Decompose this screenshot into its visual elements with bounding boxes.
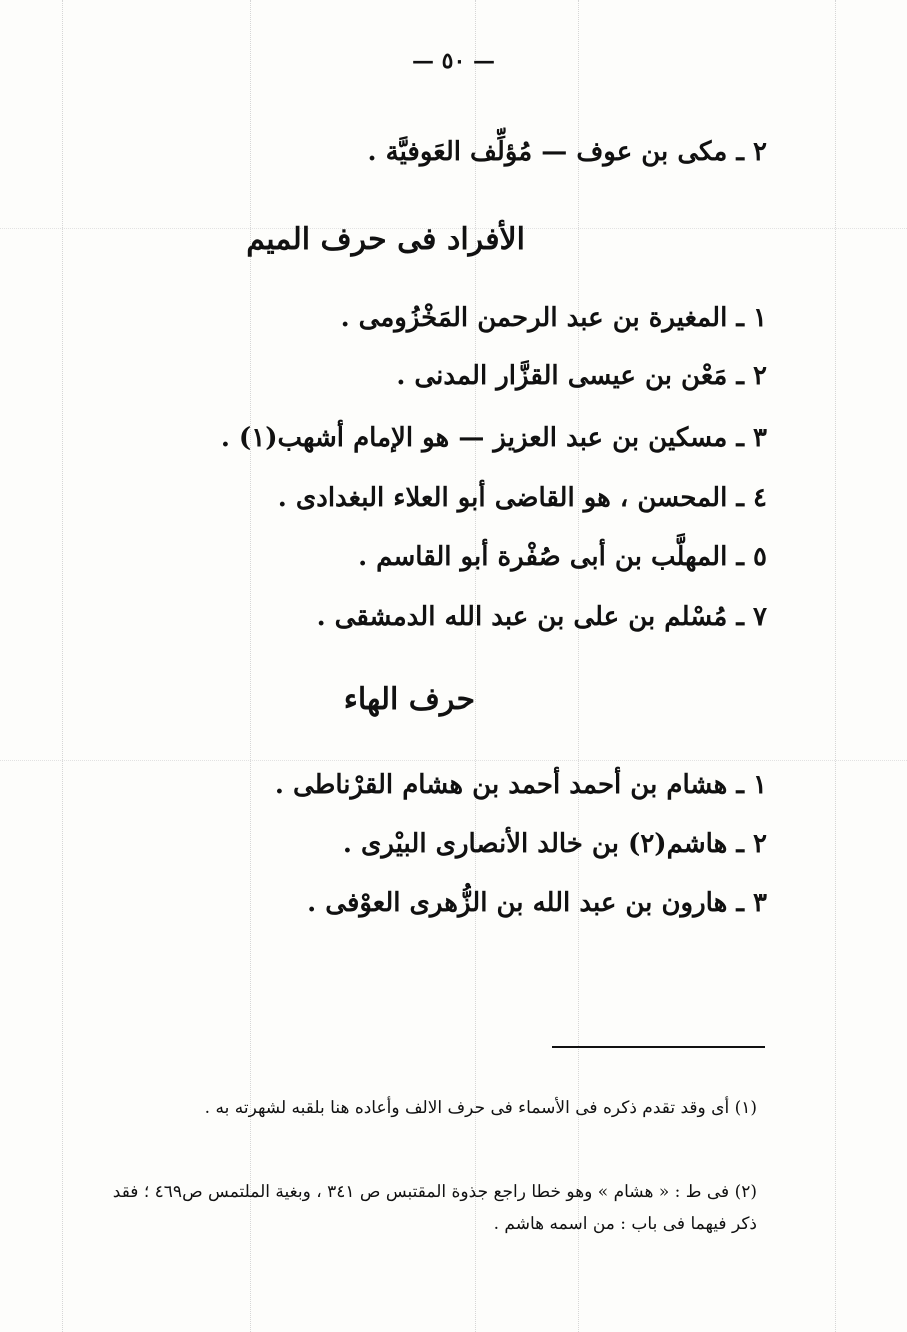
list-item: ١ ـ هشام بن أحمد أحمد بن هشام القرْناطى .	[274, 770, 767, 800]
scan-guide-line	[578, 0, 579, 1332]
list-item: ٤ ـ المحسن ، هو القاضى أبو العلاء البغدادى .	[277, 483, 767, 513]
scan-guide-line	[475, 0, 476, 1332]
list-item: ٥ ـ المهلَّب بن أبى صُفْرة أبو القاسم .	[358, 542, 767, 572]
list-item: ٢ ـ مَعْن بن عيسى القزَّار المدنى .	[396, 361, 767, 391]
section-heading-ha: حرف الهاء	[343, 682, 475, 717]
intro-list-item: ٢ ـ مكى بن عوف — مُؤلِّف العَوفيَّة .	[367, 137, 767, 167]
footnote-divider	[552, 1046, 765, 1048]
footnote-1: (١) أى وقد تقدم ذكره فى الأسماء فى حرف الالف وأعاده هنا بلقبه لشهرته به .	[204, 1098, 757, 1118]
section-heading-mim: الأفراد فى حرف الميم	[246, 222, 525, 257]
list-item: ٧ ـ مُسْلم بن على بن عبد الله الدمشقى .	[316, 602, 767, 632]
page-number: — ٥٠ —	[412, 48, 495, 74]
scan-guide-line	[62, 0, 63, 1332]
list-item: ٣ ـ مسكين بن عبد العزيز — هو الإمام أشهب(١) .	[220, 423, 767, 453]
scan-guide-line	[0, 760, 907, 761]
list-item: ١ ـ المغيرة بن عبد الرحمن المَخْزُومى .	[340, 303, 767, 333]
scan-guide-line	[835, 0, 836, 1332]
list-item: ٣ ـ هارون بن عبد الله بن الزُّهرى العوْفى .	[307, 888, 767, 918]
footnote-2: (٢) فى ط : « هشام » وهو خطا راجع جذوة المقتبس ص ٣٤١ ، وبغية الملتمس ص٤٦٩ ؛ فقد ذكر فيهما فى باب : من اسمه هاشم .	[112, 1182, 757, 1234]
scan-guide-line	[250, 0, 251, 1332]
list-item: ٢ ـ هاشم(٢) بن خالد الأنصارى البيْرى .	[342, 829, 767, 859]
